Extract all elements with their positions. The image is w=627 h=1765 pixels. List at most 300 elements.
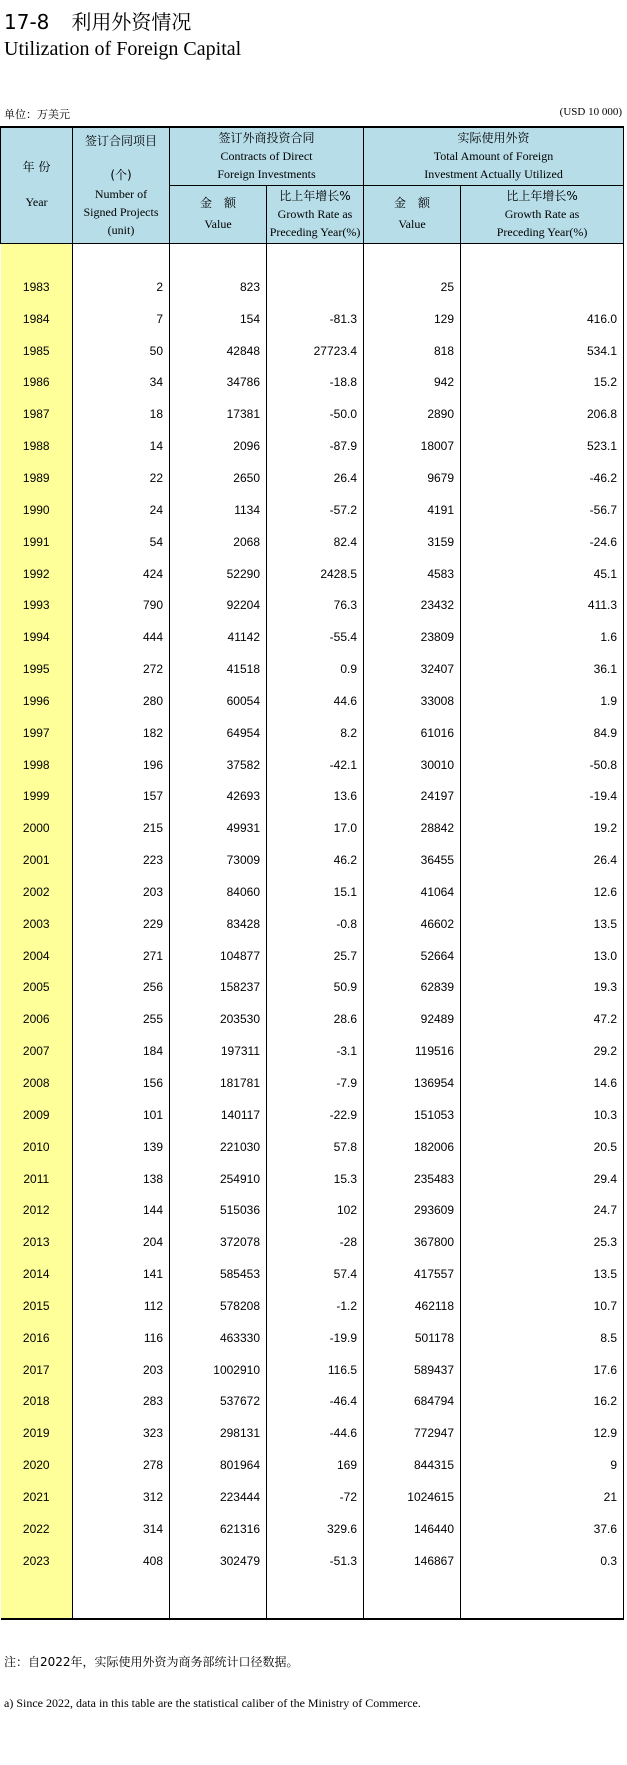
header-contract-value-en: Value	[204, 217, 232, 231]
actual-growth-cell: 523.1	[461, 430, 624, 462]
contract-growth-cell: -1.2	[267, 1290, 364, 1322]
contract-value-cell: 254910	[170, 1163, 267, 1195]
projects-cell: 283	[142, 1394, 163, 1409]
contract-value-cell: 1134	[170, 494, 267, 526]
contract-growth-cell: 116.5	[267, 1354, 364, 1386]
projects-cell: 271	[142, 948, 163, 963]
year-cell: 2001	[1, 844, 73, 876]
year-cell: 1987	[1, 398, 73, 430]
actual-growth-cell: 13.5	[461, 908, 624, 940]
header-actual-en-2: Investment Actually Utilized	[424, 167, 563, 182]
contract-value-cell: 42693	[170, 781, 267, 813]
actual-value-cell: 146867	[364, 1545, 461, 1577]
contract-value-cell: 585453	[170, 1258, 267, 1290]
year-cell: 1998	[1, 749, 73, 781]
actual-value-cell: 33008	[364, 685, 461, 717]
actual-value-cell: 182006	[364, 1131, 461, 1163]
table-row	[1, 1417, 624, 1449]
contract-growth-cell: -87.9	[267, 430, 364, 462]
actual-value-cell: 1024615	[364, 1481, 461, 1513]
projects-cell: 215	[142, 821, 163, 836]
contract-value-cell: 41142	[170, 621, 267, 653]
actual-value-cell: 23809	[364, 621, 461, 653]
actual-value-cell: 462118	[364, 1290, 461, 1322]
table-row	[1, 1067, 624, 1099]
table-row	[1, 1035, 624, 1067]
actual-value-cell: 129	[364, 303, 461, 335]
table-row	[1, 303, 624, 335]
actual-value-cell: 818	[364, 335, 461, 367]
actual-growth-cell: 26.4	[461, 844, 624, 876]
actual-value-cell: 136954	[364, 1067, 461, 1099]
actual-growth-cell: 10.3	[461, 1099, 624, 1131]
actual-value-cell: 501178	[364, 1322, 461, 1354]
contract-value-cell: 801964	[170, 1449, 267, 1481]
actual-growth-cell: 13.5	[461, 1258, 624, 1290]
contract-growth-cell: 13.6	[267, 781, 364, 813]
contract-growth-cell: 15.3	[267, 1163, 364, 1195]
contract-value-cell: 154	[170, 303, 267, 335]
projects-cell: 203	[142, 1362, 163, 1377]
table-title-en: Utilization of Foreign Capital	[4, 38, 242, 60]
actual-value-cell: 32407	[364, 653, 461, 685]
header-contracts-cn: 签订外商投资合同	[218, 131, 315, 146]
header-signed-unit-cn: (个)	[110, 168, 132, 183]
actual-growth-cell: -56.7	[461, 494, 624, 526]
contract-growth-cell: -50.0	[267, 398, 364, 430]
actual-growth-cell: 9	[461, 1449, 624, 1481]
year-cell: 2005	[1, 972, 73, 1004]
actual-value-cell: 2890	[364, 398, 461, 430]
contract-growth-cell: 82.4	[267, 526, 364, 558]
table-row	[1, 1163, 624, 1195]
table-number: 17-8	[4, 10, 50, 34]
actual-value-cell: 235483	[364, 1163, 461, 1195]
table-row	[1, 558, 624, 590]
table-row	[1, 1354, 624, 1386]
year-cell: 2004	[1, 940, 73, 972]
actual-value-cell: 92489	[364, 1003, 461, 1035]
projects-cell: 18	[149, 407, 163, 422]
actual-growth-cell: 1.6	[461, 621, 624, 653]
actual-value-cell: 4191	[364, 494, 461, 526]
contract-value-cell: 537672	[170, 1386, 267, 1418]
contract-value-cell: 203530	[170, 1003, 267, 1035]
contract-growth-cell: -18.8	[267, 367, 364, 399]
year-cell: 2013	[1, 1226, 73, 1258]
actual-growth-cell: 416.0	[461, 303, 624, 335]
projects-cell: 424	[142, 566, 163, 581]
unit-label-en: (USD 10 000)	[559, 106, 622, 118]
actual-value-cell: 146440	[364, 1513, 461, 1545]
header-contract-value-cn: 金 额	[199, 196, 236, 210]
table-row	[1, 1449, 624, 1481]
contract-value-cell: 84060	[170, 876, 267, 908]
contract-growth-cell: 17.0	[267, 812, 364, 844]
projects-cell: 790	[142, 598, 163, 613]
contract-value-cell: 1002910	[170, 1354, 267, 1386]
actual-value-cell: 772947	[364, 1417, 461, 1449]
actual-growth-cell: -24.6	[461, 526, 624, 558]
header-actual-value-en: Value	[398, 217, 426, 231]
actual-growth-cell: 25.3	[461, 1226, 624, 1258]
contract-growth-cell: 50.9	[267, 972, 364, 1004]
actual-growth-cell: 20.5	[461, 1131, 624, 1163]
year-cell: 1996	[1, 685, 73, 717]
actual-value-cell: 41064	[364, 876, 461, 908]
table-title-cn-text: 利用外资情况	[71, 10, 192, 34]
projects-cell: 184	[142, 1044, 163, 1059]
contract-value-cell: 197311	[170, 1035, 267, 1067]
actual-growth-cell: 29.2	[461, 1035, 624, 1067]
year-cell: 2007	[1, 1035, 73, 1067]
year-cell: 1990	[1, 494, 73, 526]
year-cell: 1992	[1, 558, 73, 590]
year-cell: 1984	[1, 303, 73, 335]
projects-cell: 229	[142, 916, 163, 931]
projects-cell: 203	[142, 884, 163, 899]
actual-value-cell: 62839	[364, 972, 461, 1004]
projects-cell: 278	[142, 1458, 163, 1473]
actual-value-cell: 844315	[364, 1449, 461, 1481]
actual-growth-cell: 12.9	[461, 1417, 624, 1449]
year-cell: 2018	[1, 1386, 73, 1418]
table-row	[1, 335, 624, 367]
header-contract-growth-en-2: Preceding Year(%)	[269, 225, 361, 239]
contract-value-cell: 42848	[170, 335, 267, 367]
contract-value-cell: 104877	[170, 940, 267, 972]
table-row	[1, 589, 624, 621]
header-actual	[364, 127, 624, 185]
contract-value-cell: 463330	[170, 1322, 267, 1354]
actual-growth-cell: 14.6	[461, 1067, 624, 1099]
actual-growth-cell: 206.8	[461, 398, 624, 430]
table-row	[1, 621, 624, 653]
projects-cell: 223	[142, 853, 163, 868]
contract-value-cell: 41518	[170, 653, 267, 685]
actual-growth-cell: 19.2	[461, 812, 624, 844]
year-cell: 2002	[1, 876, 73, 908]
contract-value-cell: 73009	[170, 844, 267, 876]
table-row	[1, 1226, 624, 1258]
table-row	[1, 398, 624, 430]
header-actual-growth	[461, 185, 624, 243]
actual-growth-cell: -50.8	[461, 749, 624, 781]
header-year	[1, 127, 73, 243]
contract-value-cell: 298131	[170, 1417, 267, 1449]
year-cell: 2008	[1, 1067, 73, 1099]
actual-growth-cell: 16.2	[461, 1386, 624, 1418]
header-contract-value	[170, 185, 267, 243]
contract-growth-cell: -3.1	[267, 1035, 364, 1067]
contract-growth-cell: -46.4	[267, 1386, 364, 1418]
year-cell: 2009	[1, 1099, 73, 1131]
table-row	[1, 1322, 624, 1354]
contract-growth-cell: 25.7	[267, 940, 364, 972]
contract-value-cell: 515036	[170, 1194, 267, 1226]
header-contract-growth	[267, 185, 364, 243]
year-cell: 2022	[1, 1513, 73, 1545]
contract-value-cell: 49931	[170, 812, 267, 844]
year-cell: 2006	[1, 1003, 73, 1035]
table-row	[1, 1258, 624, 1290]
contract-growth-cell: -28	[267, 1226, 364, 1258]
contract-value-cell: 302479	[170, 1545, 267, 1577]
projects-cell: 101	[142, 1107, 163, 1122]
year-cell: 2010	[1, 1131, 73, 1163]
projects-cell: 314	[142, 1521, 163, 1536]
actual-value-cell: 4583	[364, 558, 461, 590]
projects-cell: 138	[142, 1171, 163, 1186]
actual-value-cell: 30010	[364, 749, 461, 781]
header-actual-value	[364, 185, 461, 243]
contract-value-cell: 181781	[170, 1067, 267, 1099]
header-signed-en-2: Signed Projects	[83, 205, 159, 220]
year-cell: 1997	[1, 717, 73, 749]
year-cell: 2011	[1, 1163, 73, 1195]
contract-growth-cell: -57.2	[267, 494, 364, 526]
actual-growth-cell: 21	[461, 1481, 624, 1513]
contract-growth-cell: -55.4	[267, 621, 364, 653]
table-bottom-spacer	[1, 1577, 624, 1619]
projects-cell: 312	[142, 1489, 163, 1504]
projects-cell: 22	[149, 470, 163, 485]
contract-value-cell: 83428	[170, 908, 267, 940]
year-cell: 1999	[1, 781, 73, 813]
header-year-en: Year	[25, 195, 48, 210]
table-row	[1, 908, 624, 940]
year-cell: 2003	[1, 908, 73, 940]
contract-growth-cell: -51.3	[267, 1545, 364, 1577]
year-cell: 2020	[1, 1449, 73, 1481]
contract-value-cell: 17381	[170, 398, 267, 430]
actual-growth-cell: 24.7	[461, 1194, 624, 1226]
year-cell: 2019	[1, 1417, 73, 1449]
table-row	[1, 1290, 624, 1322]
year-cell: 1985	[1, 335, 73, 367]
contract-value-cell: 34786	[170, 367, 267, 399]
contract-growth-cell: 329.6	[267, 1513, 364, 1545]
year-cell: 2015	[1, 1290, 73, 1322]
projects-cell: 272	[142, 662, 163, 677]
contract-growth-cell: 57.8	[267, 1131, 364, 1163]
table-row	[1, 462, 624, 494]
contract-growth-cell: -72	[267, 1481, 364, 1513]
actual-value-cell: 52664	[364, 940, 461, 972]
year-cell: 2021	[1, 1481, 73, 1513]
contract-growth-cell: 44.6	[267, 685, 364, 717]
contract-growth-cell: 27723.4	[267, 335, 364, 367]
actual-growth-cell: 19.3	[461, 972, 624, 1004]
projects-cell: 112	[143, 1298, 163, 1313]
actual-growth-cell: 36.1	[461, 653, 624, 685]
projects-cell: 156	[142, 1076, 163, 1091]
table-row	[1, 1513, 624, 1545]
year-cell: 2016	[1, 1322, 73, 1354]
projects-cell: 182	[142, 725, 163, 740]
table-row	[1, 940, 624, 972]
contract-growth-cell: 102	[267, 1194, 364, 1226]
header-actual-growth-en-1: Growth Rate as	[504, 207, 580, 221]
table-header	[1, 127, 624, 243]
actual-growth-cell	[461, 271, 624, 303]
contract-value-cell: 2096	[170, 430, 267, 462]
contract-growth-cell: 15.1	[267, 876, 364, 908]
year-cell: 2000	[1, 812, 73, 844]
footnote-cn: 注：自2022年，实际使用外资为商务部统计口径数据。	[4, 1655, 299, 1669]
table-row	[1, 1003, 624, 1035]
contract-growth-cell: -81.3	[267, 303, 364, 335]
contract-value-cell: 578208	[170, 1290, 267, 1322]
actual-growth-cell: 47.2	[461, 1003, 624, 1035]
header-signed-en-1: Number of	[94, 187, 148, 202]
projects-cell: 204	[142, 1235, 163, 1250]
header-year-cn: 年 份	[22, 160, 51, 175]
year-cell: 1988	[1, 430, 73, 462]
contract-growth-cell: 169	[267, 1449, 364, 1481]
contract-growth-cell: -0.8	[267, 908, 364, 940]
projects-cell: 196	[142, 757, 163, 772]
contract-value-cell: 158237	[170, 972, 267, 1004]
actual-growth-cell: 0.3	[461, 1545, 624, 1577]
actual-growth-cell: 12.6	[461, 876, 624, 908]
projects-cell: 139	[142, 1139, 163, 1154]
actual-growth-cell: 45.1	[461, 558, 624, 590]
table-top-spacer	[1, 243, 624, 271]
table-row	[1, 1386, 624, 1418]
actual-value-cell: 367800	[364, 1226, 461, 1258]
table-row	[1, 1545, 624, 1577]
actual-value-cell: 417557	[364, 1258, 461, 1290]
actual-growth-cell: 8.5	[461, 1322, 624, 1354]
contract-value-cell: 52290	[170, 558, 267, 590]
contract-growth-cell	[267, 271, 364, 303]
actual-value-cell: 293609	[364, 1194, 461, 1226]
header-actual-en-1: Total Amount of Foreign	[433, 149, 554, 164]
table-row	[1, 1131, 624, 1163]
contract-value-cell: 221030	[170, 1131, 267, 1163]
contract-growth-cell: 46.2	[267, 844, 364, 876]
projects-cell: 7	[156, 311, 163, 326]
projects-cell: 280	[142, 693, 163, 708]
table-row	[1, 685, 624, 717]
table-row	[1, 781, 624, 813]
projects-cell: 24	[149, 502, 163, 517]
header-actual-cn: 实际使用外资	[457, 131, 530, 146]
header-contract-growth-en-1: Growth Rate as	[277, 207, 353, 221]
header-signed-en-3: (unit)	[107, 223, 135, 238]
projects-cell: 2	[156, 279, 163, 294]
year-cell: 1986	[1, 367, 73, 399]
year-cell: 2017	[1, 1354, 73, 1386]
actual-value-cell: 36455	[364, 844, 461, 876]
projects-cell: 116	[143, 1330, 163, 1345]
table-row	[1, 271, 624, 303]
year-cell: 1991	[1, 526, 73, 558]
contract-growth-cell: -42.1	[267, 749, 364, 781]
contract-growth-cell: 8.2	[267, 717, 364, 749]
year-cell: 2012	[1, 1194, 73, 1226]
header-actual-value-cn: 金 额	[394, 196, 431, 210]
header-signed-projects	[73, 127, 170, 243]
foreign-capital-table	[0, 126, 624, 1620]
table-row	[1, 876, 624, 908]
actual-growth-cell: 534.1	[461, 335, 624, 367]
header-actual-growth-cn: 比上年增长%	[506, 189, 578, 203]
actual-growth-cell: -46.2	[461, 462, 624, 494]
projects-cell: 34	[149, 375, 163, 390]
header-contracts-en-2: Foreign Investments	[217, 167, 316, 182]
actual-growth-cell: 29.4	[461, 1163, 624, 1195]
contract-value-cell: 823	[170, 271, 267, 303]
contract-growth-cell: 76.3	[267, 589, 364, 621]
projects-cell: 444	[142, 630, 163, 645]
actual-value-cell: 942	[364, 367, 461, 399]
footnote-en: a) Since 2022, data in this table are the statistical caliber of the Ministry of Commerce.	[4, 1696, 421, 1710]
table-title-cn	[4, 6, 191, 35]
header-actual-growth-en-2: Preceding Year(%)	[496, 225, 588, 239]
projects-cell: 157	[142, 789, 163, 804]
year-cell: 2014	[1, 1258, 73, 1290]
header-contract-growth-cn: 比上年增长%	[279, 189, 351, 203]
actual-value-cell: 23432	[364, 589, 461, 621]
year-cell: 1995	[1, 653, 73, 685]
table-row	[1, 1099, 624, 1131]
contract-growth-cell: -44.6	[267, 1417, 364, 1449]
contract-value-cell: 2650	[170, 462, 267, 494]
table-row	[1, 1481, 624, 1513]
year-cell: 1994	[1, 621, 73, 653]
table-row	[1, 749, 624, 781]
contract-growth-cell: 0.9	[267, 653, 364, 685]
actual-value-cell: 9679	[364, 462, 461, 494]
table-row	[1, 430, 624, 462]
contract-value-cell: 621316	[170, 1513, 267, 1545]
actual-value-cell: 684794	[364, 1386, 461, 1418]
unit-label-cn: 单位：万美元	[4, 108, 70, 121]
header-contracts-en-1: Contracts of Direct	[220, 149, 313, 164]
contract-value-cell: 92204	[170, 589, 267, 621]
table-row	[1, 812, 624, 844]
actual-growth-cell: 1.9	[461, 685, 624, 717]
actual-value-cell: 589437	[364, 1354, 461, 1386]
actual-growth-cell: 17.6	[461, 1354, 624, 1386]
projects-cell: 144	[142, 1203, 163, 1218]
actual-growth-cell: 13.0	[461, 940, 624, 972]
projects-cell: 141	[142, 1267, 163, 1282]
table-body	[1, 243, 624, 1619]
actual-growth-cell: 411.3	[461, 589, 624, 621]
header-signed-cn: 签订合同项目	[84, 134, 157, 149]
projects-cell: 50	[149, 343, 163, 358]
actual-value-cell: 18007	[364, 430, 461, 462]
table-row	[1, 844, 624, 876]
table-row	[1, 367, 624, 399]
actual-growth-cell: 15.2	[461, 367, 624, 399]
contract-growth-cell: -22.9	[267, 1099, 364, 1131]
actual-value-cell: 46602	[364, 908, 461, 940]
table-row	[1, 653, 624, 685]
contract-value-cell: 223444	[170, 1481, 267, 1513]
contract-growth-cell: -7.9	[267, 1067, 364, 1099]
contract-growth-cell: -19.9	[267, 1322, 364, 1354]
contract-value-cell: 60054	[170, 685, 267, 717]
contract-growth-cell: 28.6	[267, 1003, 364, 1035]
actual-growth-cell: -19.4	[461, 781, 624, 813]
table-row	[1, 972, 624, 1004]
actual-value-cell: 151053	[364, 1099, 461, 1131]
projects-cell: 255	[142, 1012, 163, 1027]
